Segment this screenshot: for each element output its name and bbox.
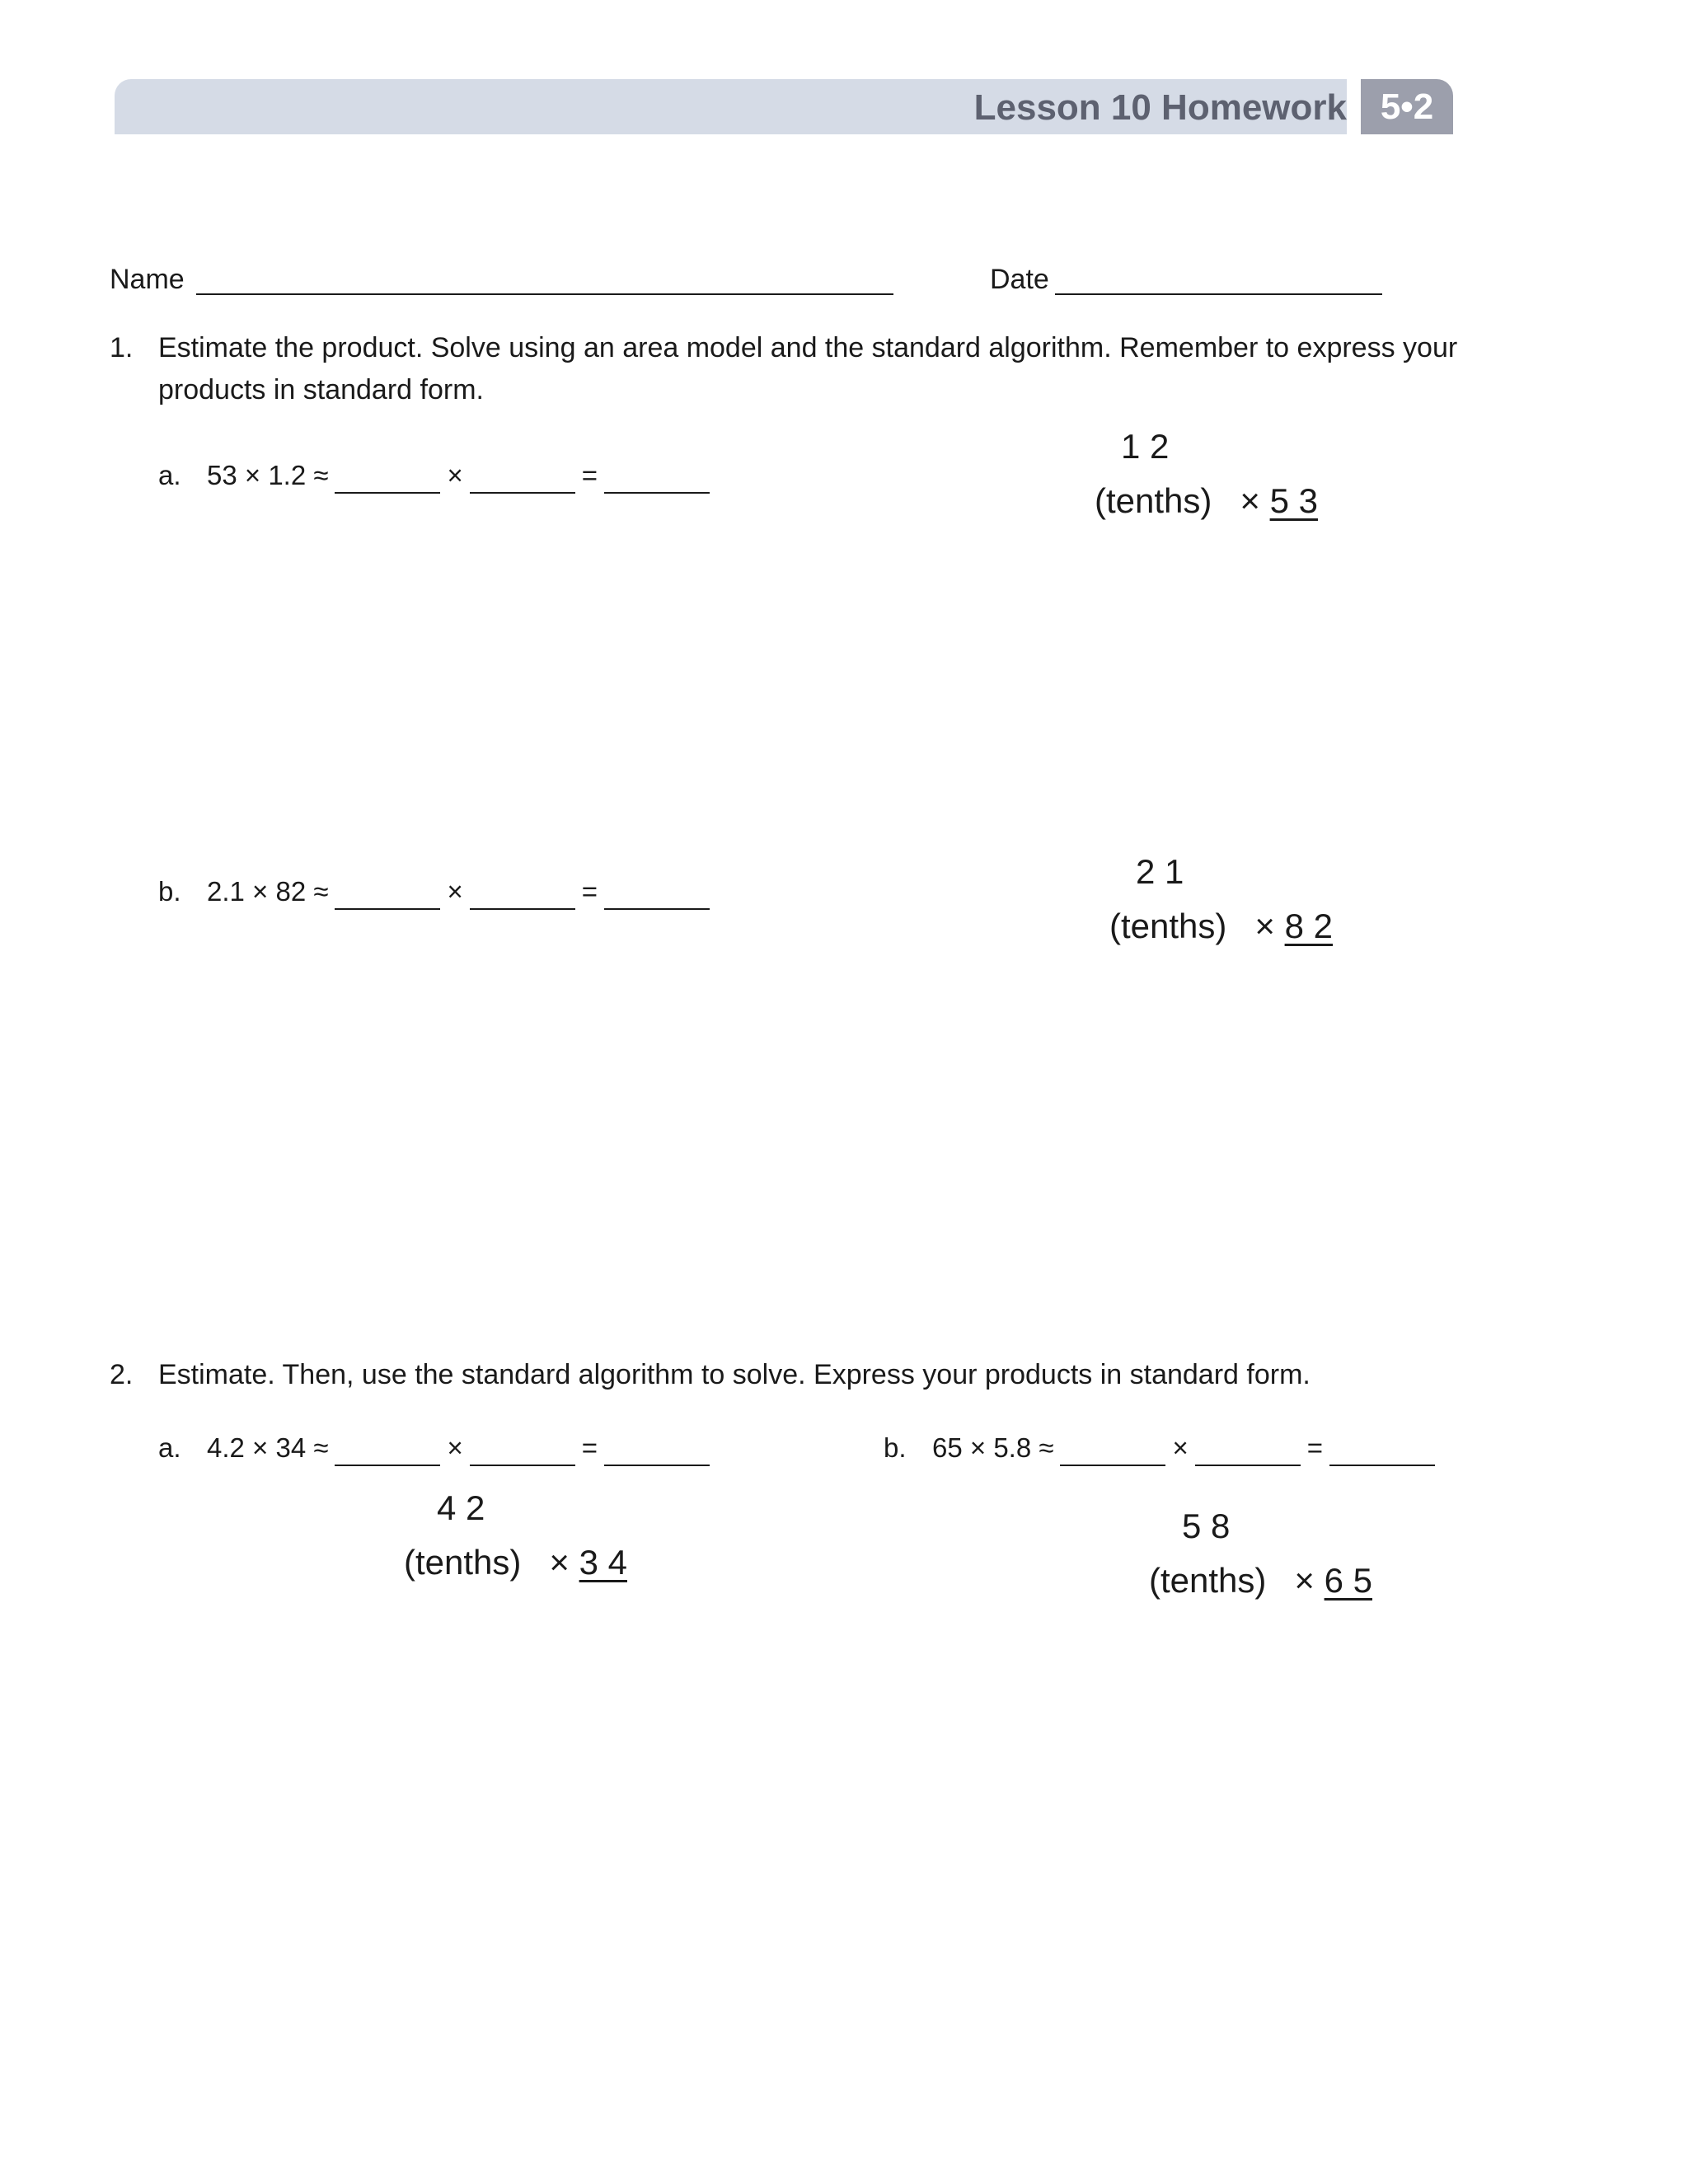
q1a-label: a. xyxy=(158,460,181,490)
q1a-expression: 53 × 1.2 ≈ xyxy=(207,460,329,490)
q1b-expression: 2.1 × 82 ≈ xyxy=(207,876,329,907)
q2a-estimate-blank-1[interactable] xyxy=(335,1440,440,1466)
q1b-estimate-result-blank[interactable] xyxy=(604,883,710,910)
q2b-alg-unit: (tenths) xyxy=(1149,1561,1267,1600)
q2a-equals-sign: = xyxy=(581,1432,598,1463)
lesson-badge: 5•2 xyxy=(1361,79,1453,134)
q1-prompt-line2: products in standard form. xyxy=(158,374,484,405)
q2b-label: b. xyxy=(884,1432,907,1463)
q2b-alg-bottom: 6 5 xyxy=(1324,1561,1372,1600)
q1a-times-sign: × xyxy=(447,460,463,490)
q2a-alg-bottom: 3 4 xyxy=(579,1543,627,1582)
q1a-estimate-blank-1[interactable] xyxy=(335,467,440,494)
date-label: Date xyxy=(990,264,1049,295)
q2b-times-sign: × xyxy=(1172,1432,1189,1463)
q1b-label: b. xyxy=(158,876,181,907)
q1b-times-sign: × xyxy=(447,876,463,907)
q1b-estimate-blank-2[interactable] xyxy=(470,883,575,910)
q2b-alg-top: 5 8 xyxy=(1182,1507,1231,1545)
name-label: Name xyxy=(110,264,185,295)
q2a-label: a. xyxy=(158,1432,181,1463)
q2b-expression: 65 × 5.8 ≈ xyxy=(932,1432,1054,1463)
lesson-title: Lesson 10 Homework xyxy=(973,87,1347,128)
name-field[interactable] xyxy=(196,293,893,295)
q1a-alg-times: × xyxy=(1240,481,1260,520)
q2b-estimate-blank-2[interactable] xyxy=(1195,1440,1301,1466)
q1-prompt-line1: Estimate the product. Solve using an area model and the standard algorithm. Remember to express your xyxy=(158,332,1458,363)
q1b-alg-unit: (tenths) xyxy=(1109,907,1227,945)
q2a-estimate-blank-2[interactable] xyxy=(470,1440,575,1466)
q1b-expression-row xyxy=(207,874,716,910)
q2a-expression-row xyxy=(207,1430,716,1466)
q1a-expression-row xyxy=(207,457,716,494)
q2a-expression: 4.2 × 34 ≈ xyxy=(207,1432,329,1463)
q1b-estimate-blank-1[interactable] xyxy=(335,883,440,910)
q2b-equals-sign: = xyxy=(1306,1432,1324,1463)
q1a-estimate-result-blank[interactable] xyxy=(604,467,710,494)
q1a-equals-sign: = xyxy=(581,460,598,490)
q2a-times-sign: × xyxy=(447,1432,463,1463)
q1b-alg-times: × xyxy=(1254,907,1275,945)
q2b-expression-row xyxy=(932,1430,1442,1466)
q1a-alg-top: 1 2 xyxy=(1121,427,1170,466)
q1-number: 1. xyxy=(110,332,134,363)
q1a-estimate-blank-2[interactable] xyxy=(470,467,575,494)
q2b-estimate-result-blank[interactable] xyxy=(1329,1440,1435,1466)
q1a-alg-unit: (tenths) xyxy=(1095,481,1212,520)
q1a-alg-bottom: 5 3 xyxy=(1269,481,1318,520)
q2a-estimate-result-blank[interactable] xyxy=(604,1440,710,1466)
q2a-alg-times: × xyxy=(549,1543,570,1582)
q2a-alg-top: 4 2 xyxy=(437,1488,485,1527)
q1b-equals-sign: = xyxy=(581,876,598,907)
q1b-alg-bottom: 8 2 xyxy=(1284,907,1333,945)
q2-prompt: Estimate. Then, use the standard algorithm to solve. Express your products in standard form. xyxy=(158,1359,1311,1390)
q1b-alg-top: 2 1 xyxy=(1136,852,1184,891)
q2-number: 2. xyxy=(110,1359,134,1390)
q2a-alg-unit: (tenths) xyxy=(404,1543,522,1582)
q2b-alg-times: × xyxy=(1294,1561,1315,1600)
q2b-estimate-blank-1[interactable] xyxy=(1060,1440,1165,1466)
date-field[interactable] xyxy=(1055,293,1382,295)
